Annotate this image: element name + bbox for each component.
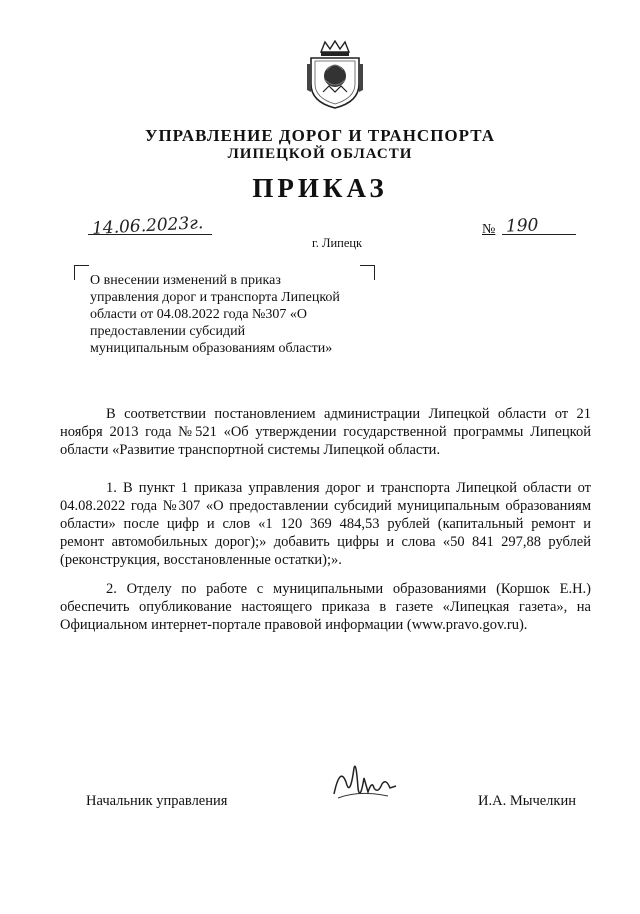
organization-title: УПРАВЛЕНИЕ ДОРОГ И ТРАНСПОРТА bbox=[144, 126, 496, 145]
subject-line: управления дорог и транспорта Липецкой bbox=[90, 290, 340, 305]
subject-line: предоставлении субсидий bbox=[90, 324, 246, 339]
paragraph-line: Официальном интернет-портале правовой информации (www.pravo.gov.ru). bbox=[60, 617, 528, 633]
clause-1-paragraph bbox=[60, 479, 591, 569]
coat-of-arms-icon bbox=[305, 40, 365, 110]
order-number: 190 bbox=[505, 215, 539, 237]
paragraph-line: (реконструкция, восстановленные остатки);». bbox=[60, 552, 342, 568]
paragraph-line: ноября 2013 года №521 «Об утверждении государственной программы Липецкой bbox=[60, 424, 591, 440]
paragraph-line: В соответствии постановлением администрации Липецкой области от 21 bbox=[106, 406, 591, 422]
subject-line: области от 04.08.2022 года №307 «О bbox=[90, 307, 308, 322]
paragraph-line: 1. В пункт 1 приказа управления дорог и транспорта Липецкой области от bbox=[106, 480, 591, 496]
paragraph-line: ремонт автомобильных дорог);» добавить цифры и слова «50 841 297,88 рублей bbox=[60, 534, 591, 550]
preamble-paragraph bbox=[60, 405, 591, 459]
signatory-name: И.А. Мычелкин bbox=[478, 793, 576, 809]
signatory-title: Начальник управления bbox=[86, 793, 228, 809]
paragraph-line: 04.08.2022 года №307 «О предоставлении субсидий муниципальным образованиям bbox=[60, 498, 591, 514]
handwritten-signature bbox=[330, 758, 400, 808]
city-label: г. Липецк bbox=[312, 236, 363, 250]
date-underline bbox=[88, 234, 212, 235]
order-date: 14.06.2023г. bbox=[91, 213, 204, 239]
paragraph-line: 2. Отделу по работе с муниципальными образованиями (Коршок Е.Н.) bbox=[106, 581, 591, 597]
number-underline bbox=[502, 234, 576, 235]
subject-line: муниципальным образованиям области» bbox=[90, 341, 333, 356]
paragraph-line: области «Развитие транспортной системы Липецкой области. bbox=[60, 442, 441, 458]
clause-2-paragraph bbox=[60, 580, 591, 634]
paragraph-line: обеспечить опубликование настоящего приказа в газете «Липецкая газета», на bbox=[60, 599, 591, 615]
number-sign: № bbox=[482, 222, 496, 237]
document-type: ПРИКАЗ bbox=[252, 173, 388, 203]
paragraph-line: области» после цифр и слов «1 120 369 484,53 рублей (капитальный ремонт и bbox=[60, 516, 591, 532]
subject-line: О внесении изменений в приказ bbox=[90, 273, 281, 288]
organization-region: ЛИПЕЦКОЙ ОБЛАСТИ bbox=[227, 146, 413, 162]
subject-bracket-left bbox=[74, 265, 89, 280]
order-subject bbox=[90, 272, 370, 357]
